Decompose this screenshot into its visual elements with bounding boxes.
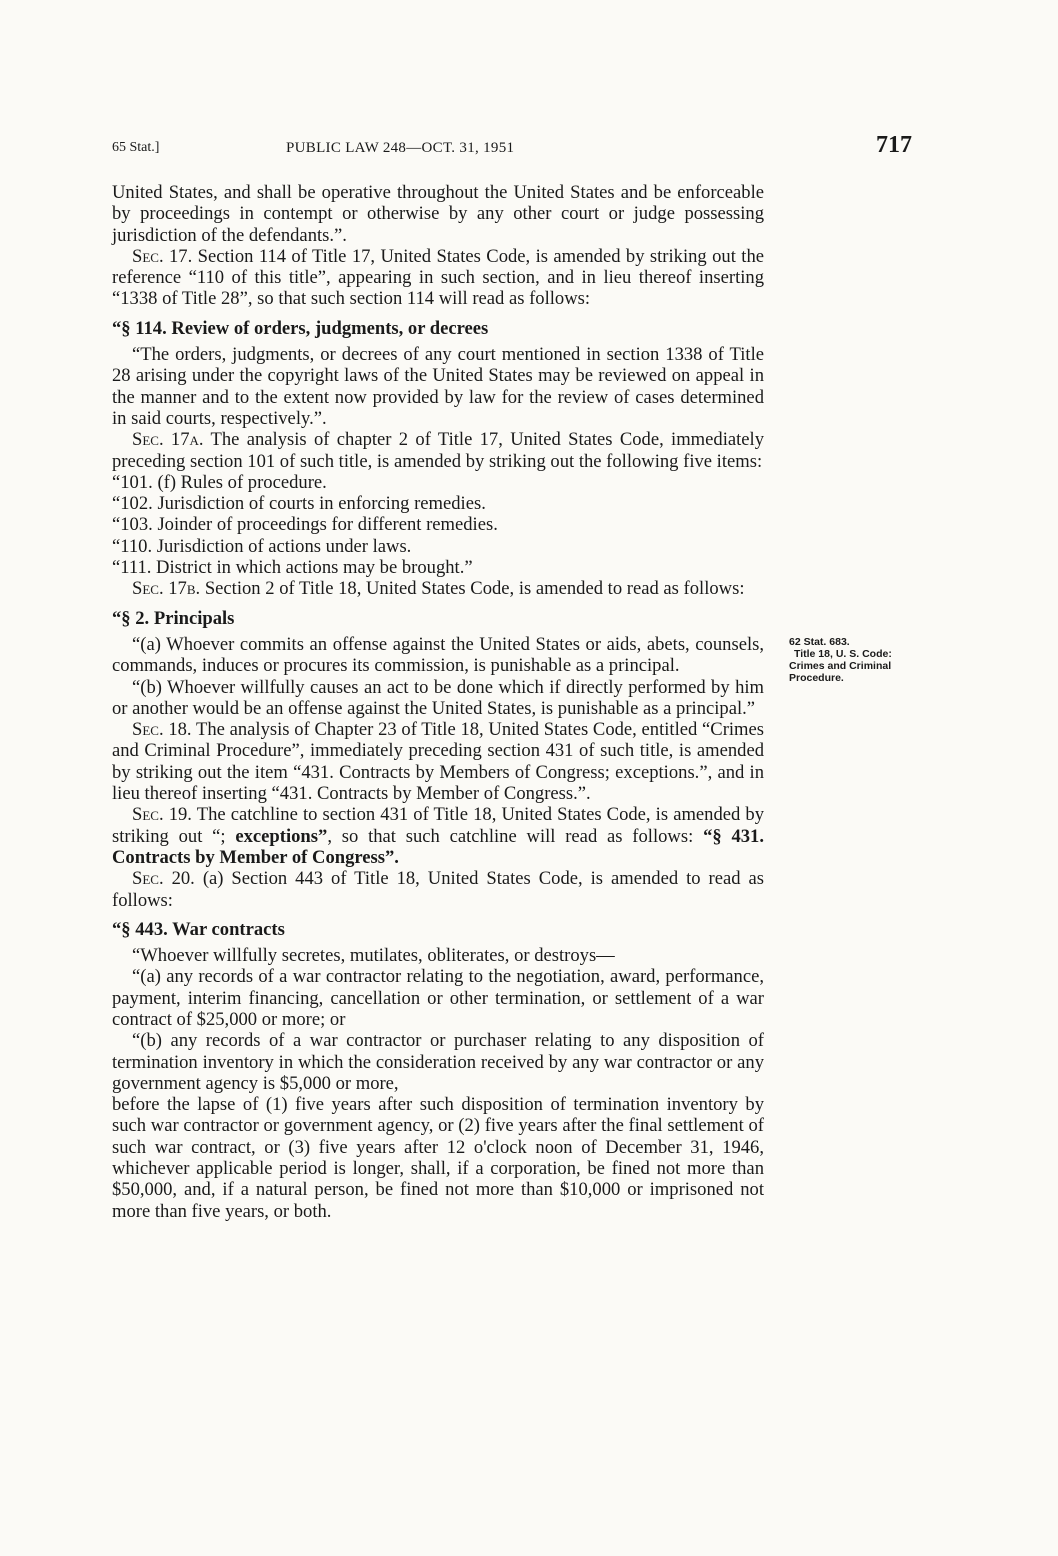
paragraph-114: “The orders, judgments, or decrees of any court mentioned in section 1338 of Title 28 arising under the copyright laws of the United States may be reviewed on appeal in the manner and to the extent now provided by law for the review of cases determined in said courts, respectively.”. (112, 344, 764, 429)
margin-note-line: 62 Stat. 683. (789, 636, 850, 648)
list-item: “111. District in which actions may be brought.” (112, 557, 473, 579)
section-text: The analysis of chapter 2 of Title 17, United States Code, immediately preceding section 101 of such title, is amended by striking out the following five items: (112, 429, 764, 472)
section-text: Section 2 of Title 18, United States Code, is amended to read as follows: (204, 578, 745, 600)
bold-text: exceptions” (235, 825, 328, 847)
body-text (112, 182, 764, 1222)
section-17b (112, 578, 764, 599)
section-text: , so that such catchline will read as follows: (327, 825, 704, 847)
section-text: The catchline to section 431 of Title 18, United States Code, is amended by striking out “; (112, 804, 765, 847)
margin-note (789, 636, 914, 684)
list-item: “103. Joinder of proceedings for different remedies. (112, 514, 498, 536)
section-text: (a) Section 443 of Title 18, United States Code, is amended to read as follows: (112, 868, 764, 911)
list-item: “110. Jurisdiction of actions under laws. (112, 535, 412, 557)
paragraph-2b: “(b) Whoever willfully causes an act to be done which if directly performed by him or another would be an offense against the United States, is punishable as a principal.” (112, 676, 764, 719)
section-text: Section 114 of Title 17, United States Code, is amended by striking out the reference “110 of this title”, appearing in such section, and in lieu thereof inserting “1338 of Title 28”, so that such section 114 will read as follows: (112, 245, 764, 310)
margin-note-line: Title 18, U. S. Code: (794, 648, 892, 660)
section-17a (112, 429, 764, 472)
section-19 (112, 804, 764, 868)
section-label: Sec. 17a. (132, 429, 204, 451)
section-label: Sec. 17b. (132, 578, 201, 600)
volume-reference: 65 Stat.] (112, 140, 160, 155)
list-item: “102. Jurisdiction of courts in enforcing remedies. (112, 493, 486, 515)
section-17 (112, 246, 764, 310)
paragraph-continuation: United States, and shall be operative throughout the United States and be enforceable by proceedings in contempt or otherwise by any other court or judge possessing jurisdiction of the defendants.”. (112, 182, 764, 246)
section-label: Sec. 17. (132, 245, 193, 267)
page-number: 717 (876, 132, 912, 158)
section-18 (112, 719, 764, 804)
section-label: Sec. 20. (132, 868, 195, 890)
paragraph-443a: “(a) any records of a war contractor relating to the negotiation, award, performance, payment, interim financing, cancellation or other termination, or settlement of a war contract of $25,000 or more; or (112, 966, 764, 1030)
heading-section-114: “§ 114. Review of orders, judgments, or decrees (112, 317, 489, 339)
bold-text: “§ 431. Contracts by Member of Congress”. (112, 825, 764, 868)
paragraph-443: “Whoever willfully secretes, mutilates, obliterates, or destroys— (132, 945, 615, 967)
page-header (112, 132, 912, 162)
page-running-title: PUBLIC LAW 248—OCT. 31, 1951 (286, 140, 515, 156)
section-label: Sec. 18. (132, 719, 192, 741)
margin-note-line: Procedure. (789, 672, 844, 684)
heading-section-2: “§ 2. Principals (112, 607, 235, 629)
paragraph-2a: “(a) Whoever commits an offense against the United States or aids, abets, counsels, commands, induces or procures its commission, is punishable as a principal. (112, 633, 764, 677)
list-item: “101. (f) Rules of procedure. (112, 471, 327, 493)
paragraph-443c: before the lapse of (1) five years after such disposition of termination inventory by such war contractor or government agency, or (2) five years after the final settlement of such war contract, or (3) five years after 12 o'clock noon of December 31, 1946, whichever applicable period is longer, shall, if a corporation, be fined not more than $50,000, and, if a natural person, be fined not more than $10,000 or imprisoned not more than five years, or both. (112, 1094, 764, 1222)
section-20 (112, 868, 764, 911)
section-label: Sec. 19. (132, 804, 192, 826)
paragraph-443b: “(b) any records of a war contractor or purchaser relating to any disposition of termination inventory in which the consideration received by any war contractor or any government agency is $5,000 or more, (112, 1030, 764, 1094)
heading-section-443: “§ 443. War contracts (112, 918, 285, 940)
margin-note-line: Crimes and Criminal (789, 660, 892, 672)
section-text: The analysis of Chapter 23 of Title 18, United States Code, entitled “Crimes and Criminal Procedure”, immediately preceding section 431 of such title, is amended by striking out the item “431. Contracts by Members of Congress; exceptions.”, and in lieu thereof inserting “431. Contracts by Member of Congress.”. (112, 719, 765, 805)
